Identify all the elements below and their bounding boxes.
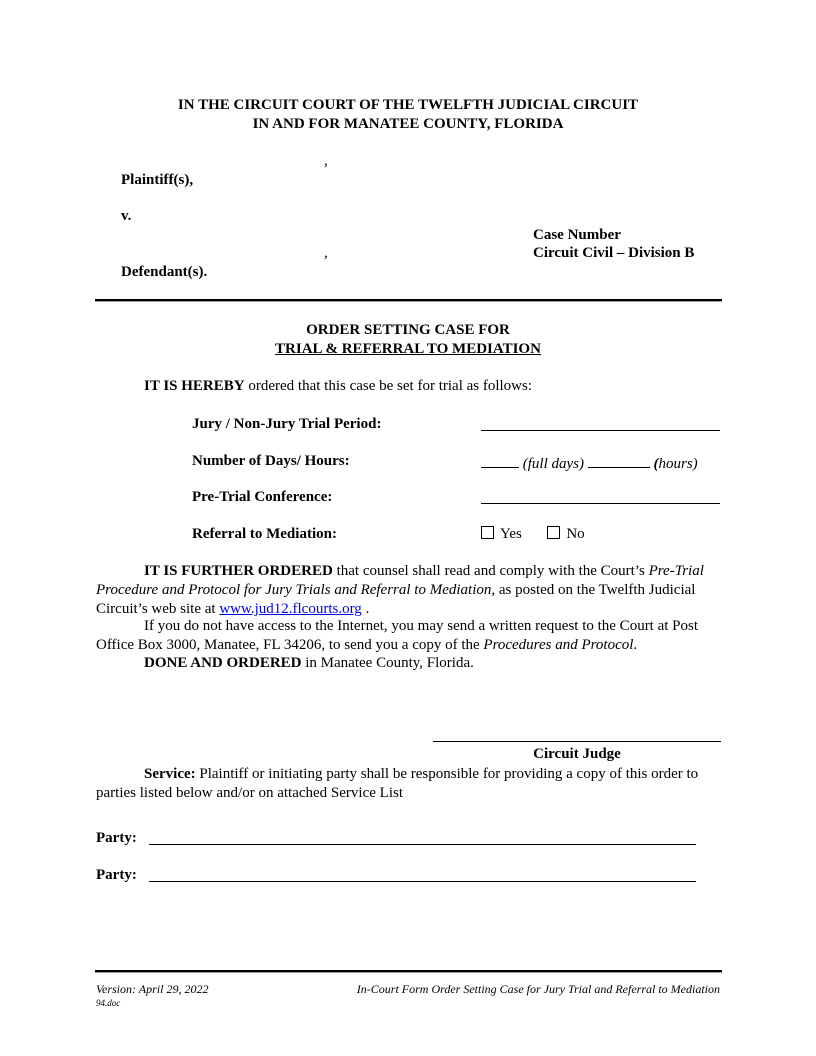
done-lead: DONE AND ORDERED <box>144 655 302 671</box>
days-hours-field <box>481 453 698 473</box>
plaintiff-label: Plaintiff(s), <box>121 172 194 188</box>
party-field-1[interactable] <box>149 830 696 845</box>
intro-rest: ordered that this case be set for trial as follows: <box>244 378 533 394</box>
mediation-yes-option[interactable] <box>481 526 522 542</box>
internet-text1: If you do not have access to the Internet, you may send a written request to the Court at Post Office Box 3000, Manatee, FL 34206, to send you a copy of the <box>96 618 699 653</box>
form-title-footer: In-Court Form Order Setting Case for Jury Trial and Referral to Mediation <box>356 982 720 996</box>
division-label: Circuit Civil – Division B <box>533 245 695 261</box>
mediation-no-option[interactable] <box>547 526 584 542</box>
done-rest: in Manatee County, Florida. <box>301 655 474 671</box>
defendant-comma: , <box>324 245 328 261</box>
party-label-1: Party: <box>96 830 137 846</box>
case-number-label: Case Number <box>533 227 621 243</box>
court-heading-line1: IN THE CIRCUIT COURT OF THE TWELFTH JUDICIAL CIRCUIT <box>177 97 639 113</box>
hours-blank[interactable] <box>588 453 650 468</box>
party-field-2[interactable] <box>149 867 696 882</box>
caption-divider <box>95 299 722 302</box>
further-text1: that counsel shall read and comply with the Court’s <box>332 563 649 579</box>
circuit-website-link[interactable]: www.jud12.flcourts.org <box>219 601 362 617</box>
hours-paren: ( <box>653 456 659 472</box>
procedures-title: Procedures and Protocol <box>483 637 634 653</box>
further-ordered-paragraph <box>96 562 720 619</box>
internet-text2: . <box>633 637 638 653</box>
service-text: Plaintiff or initiating party shall be responsible for providing a copy of this order to parties listed below and/or on attached Service List <box>96 766 699 801</box>
file-name: 94.doc <box>96 998 121 1008</box>
defendant-label: Defendant(s). <box>121 264 208 280</box>
court-heading-line2: IN AND FOR MANATEE COUNTY, FLORIDA <box>252 116 564 132</box>
service-paragraph <box>96 765 720 803</box>
party-label-2: Party: <box>96 867 137 883</box>
mediation-options <box>481 526 585 543</box>
hours-label: hours) <box>658 456 698 472</box>
order-title-line1: ORDER SETTING CASE FOR <box>306 322 510 338</box>
done-ordered <box>144 655 474 672</box>
judge-signature-line[interactable] <box>433 741 721 742</box>
days-blank[interactable] <box>481 453 519 468</box>
days-hours-label: Number of Days/ Hours: <box>192 453 350 469</box>
service-lead: Service: <box>144 766 196 782</box>
yes-label: Yes <box>500 526 522 542</box>
pretrial-field[interactable] <box>481 489 720 504</box>
intro-sentence <box>144 378 532 395</box>
versus-label: v. <box>121 208 132 224</box>
trial-period-label: Jury / Non-Jury Trial Period: <box>192 416 382 432</box>
intro-lead: IT IS HEREBY <box>144 378 245 394</box>
further-text2: , as posted on the Twelfth Judicial Circuit’s web site at <box>96 582 696 617</box>
full-days-label: (full days) <box>522 456 584 472</box>
circuit-judge-label: Circuit Judge <box>533 746 621 762</box>
version-label: Version: April 29, 2022 <box>96 982 209 996</box>
trial-period-field[interactable] <box>481 416 720 431</box>
no-checkbox[interactable] <box>547 526 560 539</box>
internet-paragraph <box>96 617 720 655</box>
order-title-line2 <box>0 341 816 358</box>
order-title-line2-text: TRIAL & REFERRAL TO MEDIATION <box>275 341 541 357</box>
pretrial-label: Pre-Trial Conference: <box>192 489 333 505</box>
plaintiff-comma: , <box>324 153 328 169</box>
no-label: No <box>566 526 585 542</box>
further-lead: IT IS FURTHER ORDERED <box>144 563 333 579</box>
mediation-label: Referral to Mediation: <box>192 526 337 542</box>
yes-checkbox[interactable] <box>481 526 494 539</box>
further-text3: . <box>361 601 370 617</box>
footer-divider <box>95 970 722 973</box>
protocol-title: Pre-Trial Procedure and Protocol for Jury Trials and Referral to Mediation <box>96 563 704 598</box>
